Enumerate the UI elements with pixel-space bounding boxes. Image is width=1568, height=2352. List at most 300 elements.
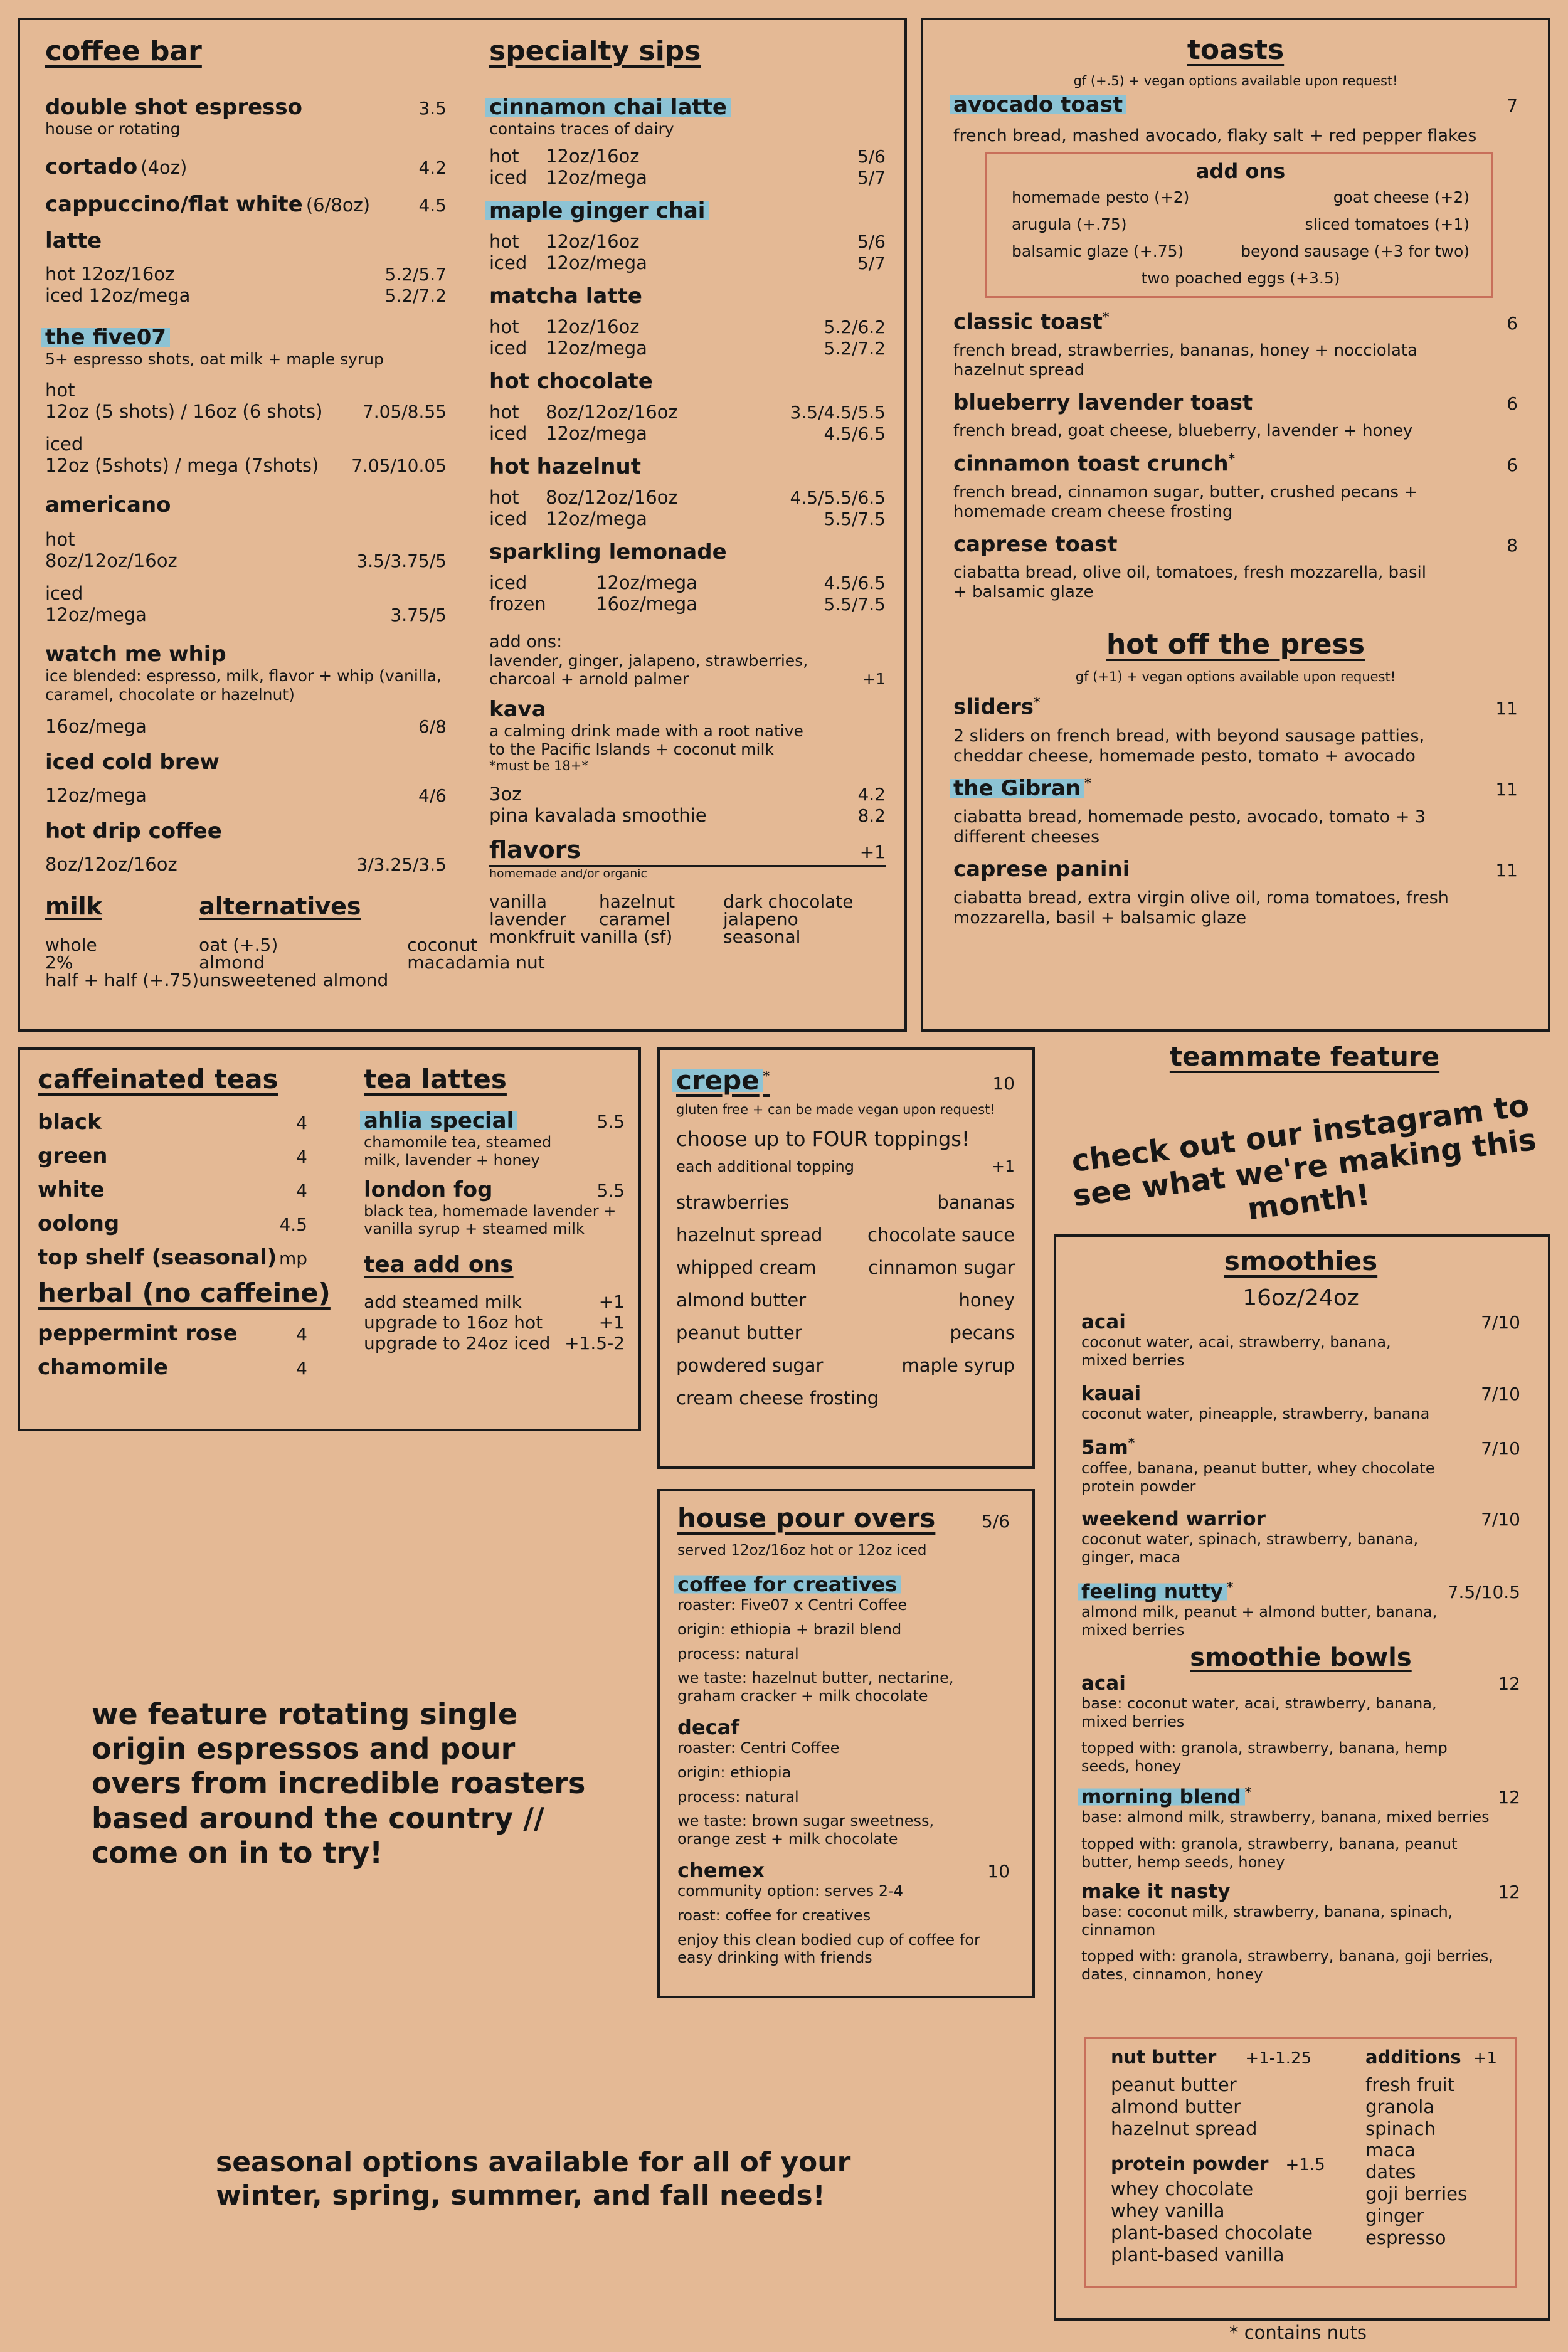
- feature-text: check out our instagram to see what we're making this month!: [1069, 1088, 1539, 1227]
- americano-item: [45, 492, 447, 625]
- row-size: 8oz/12oz/16oz: [546, 401, 678, 423]
- item-name: avocado toast: [950, 92, 1126, 117]
- milk-title: milk: [45, 893, 102, 920]
- row-price: 3.75/5: [390, 605, 447, 625]
- topping-row: [676, 1322, 1015, 1343]
- item-desc: almond milk, peanut + almond butter, banana, mixed berries: [1081, 1603, 1438, 1640]
- item-desc: french bread, cinnamon sugar, butter, crushed pecans + homemade cream cheese frosting: [953, 482, 1418, 521]
- item-desc: chamomile tea, steamed milk, lavender + honey: [364, 1133, 552, 1169]
- specialty-title: specialty sips: [489, 35, 701, 67]
- addon-price: +1.5-2: [564, 1333, 625, 1354]
- row-temp: iced: [489, 337, 527, 359]
- process: process: natural: [677, 1788, 799, 1806]
- smoothies-section: [1081, 1246, 1520, 1984]
- row-size: 12oz/mega: [546, 252, 647, 273]
- item-price: 6: [1507, 312, 1518, 334]
- item-name: kauai: [1081, 1382, 1142, 1405]
- row-price: 5.2/7.2: [384, 285, 447, 306]
- item-name: americano: [45, 492, 171, 517]
- row-temp: iced: [489, 252, 527, 273]
- row-price: 6/8: [418, 716, 447, 737]
- item-desc: ciabatta bread, extra virgin olive oil, roma tomatoes, fresh mozzarella, basil + balsamic glaze: [953, 887, 1449, 928]
- addons-price: +1: [862, 670, 886, 688]
- item-desc: 5+ espresso shots, oat milk + maple syrup: [45, 350, 384, 368]
- iced-label: iced: [45, 583, 83, 604]
- item-price: 12: [1498, 1881, 1520, 1902]
- item-name: cinnamon chai latte: [485, 95, 731, 120]
- addition-option: spinach: [1365, 2117, 1436, 2139]
- alt-option: coconut: [407, 935, 477, 955]
- addition-option: granola: [1365, 2095, 1435, 2117]
- pour-overs-section: [677, 1503, 1010, 1967]
- smoothies-title: smoothies: [1224, 1246, 1378, 1276]
- item-name: decaf: [677, 1715, 740, 1739]
- teas-title: caffeinated teas: [38, 1064, 278, 1094]
- maple-chai-item: [489, 198, 886, 273]
- row-temp: hot: [489, 316, 519, 337]
- row-temp: iced: [489, 423, 527, 444]
- espresso-item: [45, 95, 447, 138]
- row-size: 12oz/mega: [546, 423, 647, 444]
- crepe-title: crepe: [672, 1065, 763, 1096]
- ahlia-item: [364, 1108, 625, 1170]
- row-size: 12oz/mega: [596, 572, 697, 593]
- protein-section: [1111, 2153, 1337, 2175]
- item-desc: coconut water, pineapple, strawberry, banana: [1081, 1404, 1430, 1422]
- item-desc: coffee, banana, peanut butter, whey chocolate protein powder: [1081, 1459, 1435, 1495]
- item-price: 7/10: [1481, 1438, 1520, 1459]
- nut-price: +1-1.25: [1245, 2049, 1311, 2068]
- bowl-base: base: coconut milk, strawberry, banana, spinach, cinnamon: [1081, 1902, 1453, 1939]
- item-price: 3.5: [418, 98, 447, 119]
- item-price: mp: [278, 1248, 307, 1269]
- item-name: caprese panini: [953, 856, 1130, 882]
- item-name: hot drip coffee: [45, 818, 222, 844]
- addon-label: upgrade to 24oz iced: [364, 1333, 551, 1354]
- origin: origin: ethiopia + brazil blend: [677, 1620, 902, 1638]
- row-price: 5/6: [857, 146, 886, 167]
- item-price: 4: [296, 1147, 307, 1167]
- smoothie-sizes: 16oz/24oz: [1242, 1285, 1359, 1311]
- item-name: acai: [1081, 1671, 1126, 1695]
- tea-item: [38, 1355, 307, 1380]
- row-price: 5.2/6.2: [824, 317, 886, 337]
- item-price: 12: [1498, 1787, 1520, 1808]
- bowls-title: smoothie bowls: [1190, 1643, 1412, 1672]
- lemonade-item: [489, 539, 886, 615]
- row-label: iced 12oz/mega: [45, 285, 191, 306]
- toasts-section: [953, 34, 1518, 928]
- row-temp: iced: [489, 167, 527, 188]
- smoothie-item: [1081, 1579, 1520, 1640]
- item-name: morning blend: [1078, 1786, 1245, 1808]
- addon-label: upgrade to 16oz hot: [364, 1312, 543, 1333]
- alternatives-title: alternatives: [199, 893, 361, 920]
- cold-brew-item: [45, 750, 447, 806]
- topping: bananas: [937, 1192, 1015, 1213]
- crepe-each-price: +1: [992, 1157, 1015, 1175]
- alt-option: oat (+.5): [199, 935, 278, 955]
- flavors-title: flavors: [489, 836, 581, 864]
- hot-label: hot: [45, 379, 75, 401]
- tasting-notes: we taste: hazelnut butter, nectarine, graham cracker + milk chocolate: [677, 1669, 954, 1705]
- toast-addons-box: [985, 152, 1493, 298]
- crepe-sub: gluten free + can be made vegan upon request!: [676, 1102, 995, 1117]
- row-price: 4.2: [857, 784, 886, 805]
- row-price: 5/7: [857, 253, 886, 273]
- row-temp: hot: [489, 231, 519, 252]
- roaster: roaster: Centri Coffee: [677, 1739, 840, 1757]
- nut-title: nut butter: [1111, 2047, 1217, 2068]
- nut-star: *: [1244, 1784, 1252, 1800]
- item-price: 11: [1495, 859, 1518, 881]
- item-name: the Gibran: [950, 776, 1084, 801]
- topping-row: [676, 1355, 1015, 1376]
- row-temp: frozen: [489, 593, 546, 615]
- item-name: white: [38, 1177, 105, 1202]
- row-price: 5.2/7.2: [824, 338, 886, 359]
- addon-option: two poached eggs (+3.5): [1141, 269, 1340, 288]
- item-name: watch me whip: [45, 642, 226, 667]
- flavor-option: dark chocolate: [723, 891, 854, 912]
- item-price: 4.5: [418, 195, 447, 216]
- tea-item: [38, 1110, 307, 1135]
- addons-label: add ons:: [489, 632, 563, 652]
- item-price: 7/10: [1481, 1509, 1520, 1530]
- smoothie-item: [1081, 1435, 1520, 1495]
- item-name: the five07: [41, 325, 170, 350]
- row-price: 7.05/10.05: [351, 455, 447, 476]
- addons-line: lavender, ginger, jalapeno, strawberries,: [489, 652, 808, 670]
- crepe-each: each additional topping: [676, 1158, 855, 1175]
- item-desc: coconut water, acai, strawberry, banana, mixed berries: [1081, 1333, 1391, 1369]
- addon-price: +1: [598, 1312, 625, 1333]
- press-title: hot off the press: [1106, 628, 1365, 661]
- topping: chocolate sauce: [867, 1224, 1015, 1246]
- item-price: 10: [987, 1860, 1010, 1882]
- item-name: chemex: [677, 1858, 765, 1882]
- tea-item: [38, 1143, 307, 1168]
- matcha-item: [489, 283, 886, 359]
- protein-price: +1.5: [1285, 2156, 1325, 2175]
- item-price: 5.5: [596, 1111, 625, 1132]
- row-price: 7.05/8.55: [362, 401, 447, 422]
- classic-toast: [953, 309, 1518, 380]
- item-name: chamomile: [38, 1355, 168, 1380]
- item-name: coffee for creatives: [674, 1572, 901, 1596]
- item-name: make it nasty: [1081, 1880, 1231, 1903]
- nut-star: *: [1033, 694, 1041, 710]
- row-price: 5.2/5.7: [384, 264, 447, 285]
- topping-row: [676, 1290, 1015, 1311]
- row-size: 8oz/12oz/16oz: [546, 487, 678, 508]
- nut-star: *: [1226, 1579, 1234, 1594]
- item-price: 4: [296, 1358, 307, 1379]
- pour-price: 5/6: [981, 1511, 1010, 1532]
- crepe-panel: [657, 1047, 1035, 1469]
- milk-option: 2%: [45, 952, 73, 973]
- alt-option: macadamia nut: [407, 952, 545, 973]
- item-price: 11: [1495, 697, 1518, 719]
- item-desc: french bread, goat cheese, blueberry, lavender + honey: [953, 421, 1413, 441]
- topping: pecans: [950, 1322, 1015, 1343]
- alt-option: unsweetened almond: [199, 970, 389, 990]
- row-size: 12oz/16oz: [546, 231, 640, 252]
- item-desc: 2 sliders on french bread, with beyond sausage patties, cheddar cheese, homemade pesto, tomato + avocado: [953, 726, 1425, 766]
- item-name: black: [38, 1110, 102, 1135]
- row-size: 12oz/mega: [546, 508, 647, 529]
- row-price: 5.5/7.5: [824, 594, 886, 615]
- topping: strawberries: [676, 1192, 790, 1213]
- flavor-option: monkfruit vanilla (sf): [489, 926, 673, 947]
- pour-overs-panel: [657, 1489, 1035, 1998]
- nut-star: *: [1128, 1435, 1135, 1451]
- addition-option: fresh fruit: [1365, 2074, 1454, 2095]
- row-price: 4.5/6.5: [824, 423, 886, 444]
- row-label: 12oz (5shots) / mega (7shots): [45, 455, 319, 476]
- row-price: 3.5/4.5/5.5: [790, 402, 886, 423]
- item-price: 4.5: [279, 1214, 307, 1235]
- flavors-price: +1: [859, 842, 886, 862]
- row-price: 4.5/5.5/6.5: [790, 487, 886, 508]
- item-name: cappuccino/flat white: [45, 192, 303, 217]
- hot-label: hot: [45, 529, 75, 550]
- avocado-toast: [953, 92, 1518, 117]
- item-name: classic toast: [953, 309, 1103, 335]
- tea-item: [38, 1211, 307, 1236]
- item-name: weekend warrior: [1081, 1508, 1266, 1531]
- row-size: 12oz/16oz: [546, 316, 640, 337]
- row-temp: hot: [489, 401, 519, 423]
- iced-label: iced: [45, 433, 83, 455]
- blueberry-toast: [953, 390, 1518, 441]
- item-name: sliders: [953, 694, 1034, 720]
- item-desc: ciabatta bread, homemade pesto, avocado, tomato + 3 different cheeses: [953, 807, 1426, 847]
- flavor-option: lavender: [489, 909, 566, 930]
- tea-addon: [364, 1312, 625, 1333]
- nuts-note: * contains nuts: [1229, 2322, 1367, 2343]
- chemex-item: [677, 1858, 1010, 1967]
- item-size: (4oz): [140, 157, 188, 178]
- item-price: 7: [1507, 95, 1518, 116]
- flavors-section: [489, 836, 886, 946]
- seasonal-note: seasonal options available for all of your winter, spring, summer, and fall needs!: [216, 2146, 851, 2212]
- smoothie-item: [1081, 1508, 1520, 1567]
- bowl-base: base: almond milk, strawberry, banana, mixed berries: [1081, 1808, 1490, 1826]
- item-price: 6: [1507, 393, 1518, 415]
- topping: whipped cream: [676, 1257, 817, 1278]
- caffeinated-teas-section: [38, 1064, 331, 1380]
- item-desc: french bread, strawberries, bananas, honey + nocciolata hazelnut spread: [953, 341, 1417, 379]
- item-name: matcha latte: [489, 283, 642, 309]
- creatives-item: [677, 1572, 1010, 1705]
- nut-option: peanut butter: [1111, 2074, 1237, 2095]
- tea-lattes-title: tea lattes: [364, 1064, 507, 1094]
- crepe-price: 10: [992, 1073, 1015, 1094]
- sliders-item: [953, 694, 1518, 766]
- nut-star: *: [763, 1068, 770, 1083]
- flavors-sub: homemade and/or organic: [489, 867, 648, 881]
- item-name: acai: [1081, 1311, 1126, 1333]
- feature-title: teammate feature: [1169, 1041, 1440, 1072]
- item-name: cinnamon toast crunch: [953, 451, 1229, 477]
- item-name: maple ginger chai: [485, 198, 709, 223]
- row-label: 8oz/12oz/16oz: [45, 854, 177, 875]
- topping: powdered sugar: [676, 1355, 824, 1376]
- flavor-option: jalapeno: [723, 909, 798, 930]
- item-name: cortado: [45, 154, 138, 179]
- addons-title: add ons: [1195, 159, 1286, 184]
- tea-item: [38, 1321, 307, 1346]
- bowl-base: base: coconut water, acai, strawberry, banana, mixed berries: [1081, 1694, 1437, 1730]
- row-label: 12oz/mega: [45, 785, 147, 806]
- item-desc: coconut water, spinach, strawberry, banana, ginger, maca: [1081, 1530, 1419, 1567]
- item-name: feeling nutty: [1078, 1581, 1227, 1603]
- topping: honey: [958, 1290, 1015, 1311]
- bowl-toppings: topped with: granola, strawberry, banana, hemp seeds, honey: [1081, 1739, 1448, 1776]
- bowl-item: [1081, 1880, 1520, 1984]
- row-price: 3/3.25/3.5: [356, 854, 447, 875]
- item-name: oolong: [38, 1211, 120, 1236]
- item-name: sparkling lemonade: [489, 539, 727, 564]
- cappuccino-item: [45, 192, 447, 217]
- kava-item: [489, 697, 886, 826]
- row-temp: iced: [489, 572, 527, 593]
- item-name: hot chocolate: [489, 369, 653, 394]
- milk-option: half + half (+.75): [45, 970, 199, 990]
- item-desc: a calming drink made with a root native: [489, 722, 803, 740]
- row-price: 3.5/3.75/5: [356, 551, 447, 571]
- addon-option: balsamic glaze (+.75): [1012, 242, 1184, 261]
- gibran-item: [953, 775, 1518, 847]
- specialty-section: [489, 35, 886, 946]
- additions-section: [1365, 2047, 1510, 2249]
- item-name: green: [38, 1143, 108, 1168]
- milk-option: whole: [45, 935, 97, 955]
- item-price: 4: [296, 1113, 307, 1133]
- addition-option: espresso: [1365, 2227, 1446, 2249]
- topping: cream cheese frosting: [676, 1387, 879, 1409]
- row-label: 12oz (5 shots) / 16oz (6 shots): [45, 401, 323, 422]
- flavor-option: hazelnut: [599, 891, 675, 912]
- row-price: 5.5/7.5: [824, 509, 886, 529]
- nut-star: *: [1084, 775, 1091, 791]
- additions-title: additions: [1365, 2047, 1461, 2068]
- row-temp: iced: [489, 508, 527, 529]
- toasts-panel: [921, 18, 1550, 1032]
- bowl-toppings: topped with: granola, strawberry, banana, peanut butter, hemp seeds, honey: [1081, 1835, 1458, 1871]
- chai-item: [489, 95, 886, 188]
- addon-option: goat cheese (+2): [1333, 188, 1470, 207]
- topping: almond butter: [676, 1290, 807, 1311]
- teammate-feature: [1066, 1041, 1543, 1229]
- topping-row: [676, 1192, 1015, 1213]
- chemex-desc: enjoy this clean bodied cup of coffee for easy drinking with friends: [677, 1931, 980, 1967]
- topping: peanut butter: [676, 1322, 802, 1343]
- addon-option: arugula (+.75): [1012, 215, 1127, 234]
- five07-item: [45, 325, 447, 476]
- press-sub: gf (+1) + vegan options available upon request!: [1075, 669, 1396, 685]
- nut-option: almond butter: [1111, 2095, 1241, 2117]
- topping: cinnamon sugar: [868, 1257, 1015, 1278]
- nut-option: hazelnut spread: [1111, 2117, 1258, 2139]
- age-note: *must be 18+*: [489, 758, 588, 773]
- coffee-bar-title: coffee bar: [45, 35, 202, 67]
- bowl-toppings: topped with: granola, strawberry, banana, goji berries, dates, cinnamon, honey: [1081, 1947, 1493, 1984]
- item-name: london fog: [364, 1177, 493, 1202]
- smoothie-item: [1081, 1382, 1520, 1423]
- item-sub: house or rotating: [45, 120, 181, 138]
- topping-row: [676, 1257, 1015, 1278]
- process: process: natural: [677, 1645, 799, 1663]
- flavor-option: caramel: [599, 909, 670, 930]
- addition-option: maca: [1365, 2139, 1416, 2161]
- tea-item: [38, 1245, 307, 1270]
- row-price: 4/6: [418, 785, 447, 806]
- nut-butter-section: [1111, 2047, 1337, 2266]
- topping: maple syrup: [901, 1355, 1015, 1376]
- item-name: blueberry lavender toast: [953, 390, 1253, 416]
- pour-sub: served 12oz/16oz hot or 12oz iced: [677, 1542, 927, 1559]
- latte-item: [45, 228, 447, 306]
- origin: origin: ethiopia: [677, 1763, 792, 1781]
- tea-addon: [364, 1333, 625, 1353]
- item-desc: ice blended: espresso, milk, flavor + whip (vanilla, caramel, chocolate or hazelnut): [45, 667, 442, 704]
- crepe-choose: choose up to FOUR toppings!: [676, 1127, 970, 1151]
- row-price: 5/6: [857, 231, 886, 252]
- addition-option: goji berries: [1365, 2183, 1468, 2205]
- flavor-option: seasonal: [723, 926, 801, 947]
- row-size: 12oz/mega: [546, 167, 647, 188]
- tea-addon: [364, 1291, 625, 1312]
- addition-option: dates: [1365, 2161, 1416, 2183]
- tea-item: [38, 1177, 307, 1202]
- item-price: 5.5: [596, 1180, 625, 1201]
- nut-star: *: [1102, 309, 1110, 325]
- row-label: pina kavalada smoothie: [489, 805, 707, 826]
- topping: hazelnut spread: [676, 1224, 823, 1246]
- item-price: 7/10: [1481, 1383, 1520, 1404]
- item-desc: to the Pacific Islands + coconut milk: [489, 740, 774, 758]
- item-price: 12: [1498, 1673, 1520, 1694]
- row-size: 12oz/16oz: [546, 146, 640, 167]
- protein-option: plant-based vanilla: [1111, 2243, 1285, 2265]
- panini-item: [953, 857, 1518, 929]
- topping-row: [676, 1224, 1015, 1246]
- smoothie-extras-box: [1084, 2037, 1517, 2288]
- item-name: ahlia special: [360, 1108, 517, 1133]
- bowl-item: [1081, 1784, 1520, 1872]
- addon-price: +1: [598, 1291, 625, 1313]
- row-label: hot 12oz/16oz: [45, 263, 175, 285]
- item-price: 4: [296, 1180, 307, 1201]
- item-price: 4: [296, 1324, 307, 1345]
- item-desc: black tea, homemade lavender + vanilla syrup + steamed milk: [364, 1202, 617, 1238]
- item-name: top shelf (seasonal): [38, 1245, 277, 1270]
- item-price: 11: [1495, 778, 1518, 800]
- row-label: 3oz: [489, 783, 522, 805]
- row-label: 8oz/12oz/16oz: [45, 550, 177, 571]
- addon-label: add steamed milk: [364, 1291, 522, 1313]
- coffee-specialty-panel: [18, 18, 907, 1032]
- rotating-note: we feature rotating single origin espressos and pour overs from incredible roasters based around the country // come on in to try!: [92, 1697, 586, 1870]
- row-label: 12oz/mega: [45, 604, 147, 625]
- tea-addons-title: tea add ons: [364, 1252, 514, 1278]
- toasts-sub: gf (+.5) + vegan options available upon request!: [1073, 73, 1398, 88]
- item-price: 4.2: [418, 157, 447, 178]
- addon-option: sliced tomatoes (+1): [1305, 215, 1470, 234]
- fog-item: [364, 1177, 625, 1239]
